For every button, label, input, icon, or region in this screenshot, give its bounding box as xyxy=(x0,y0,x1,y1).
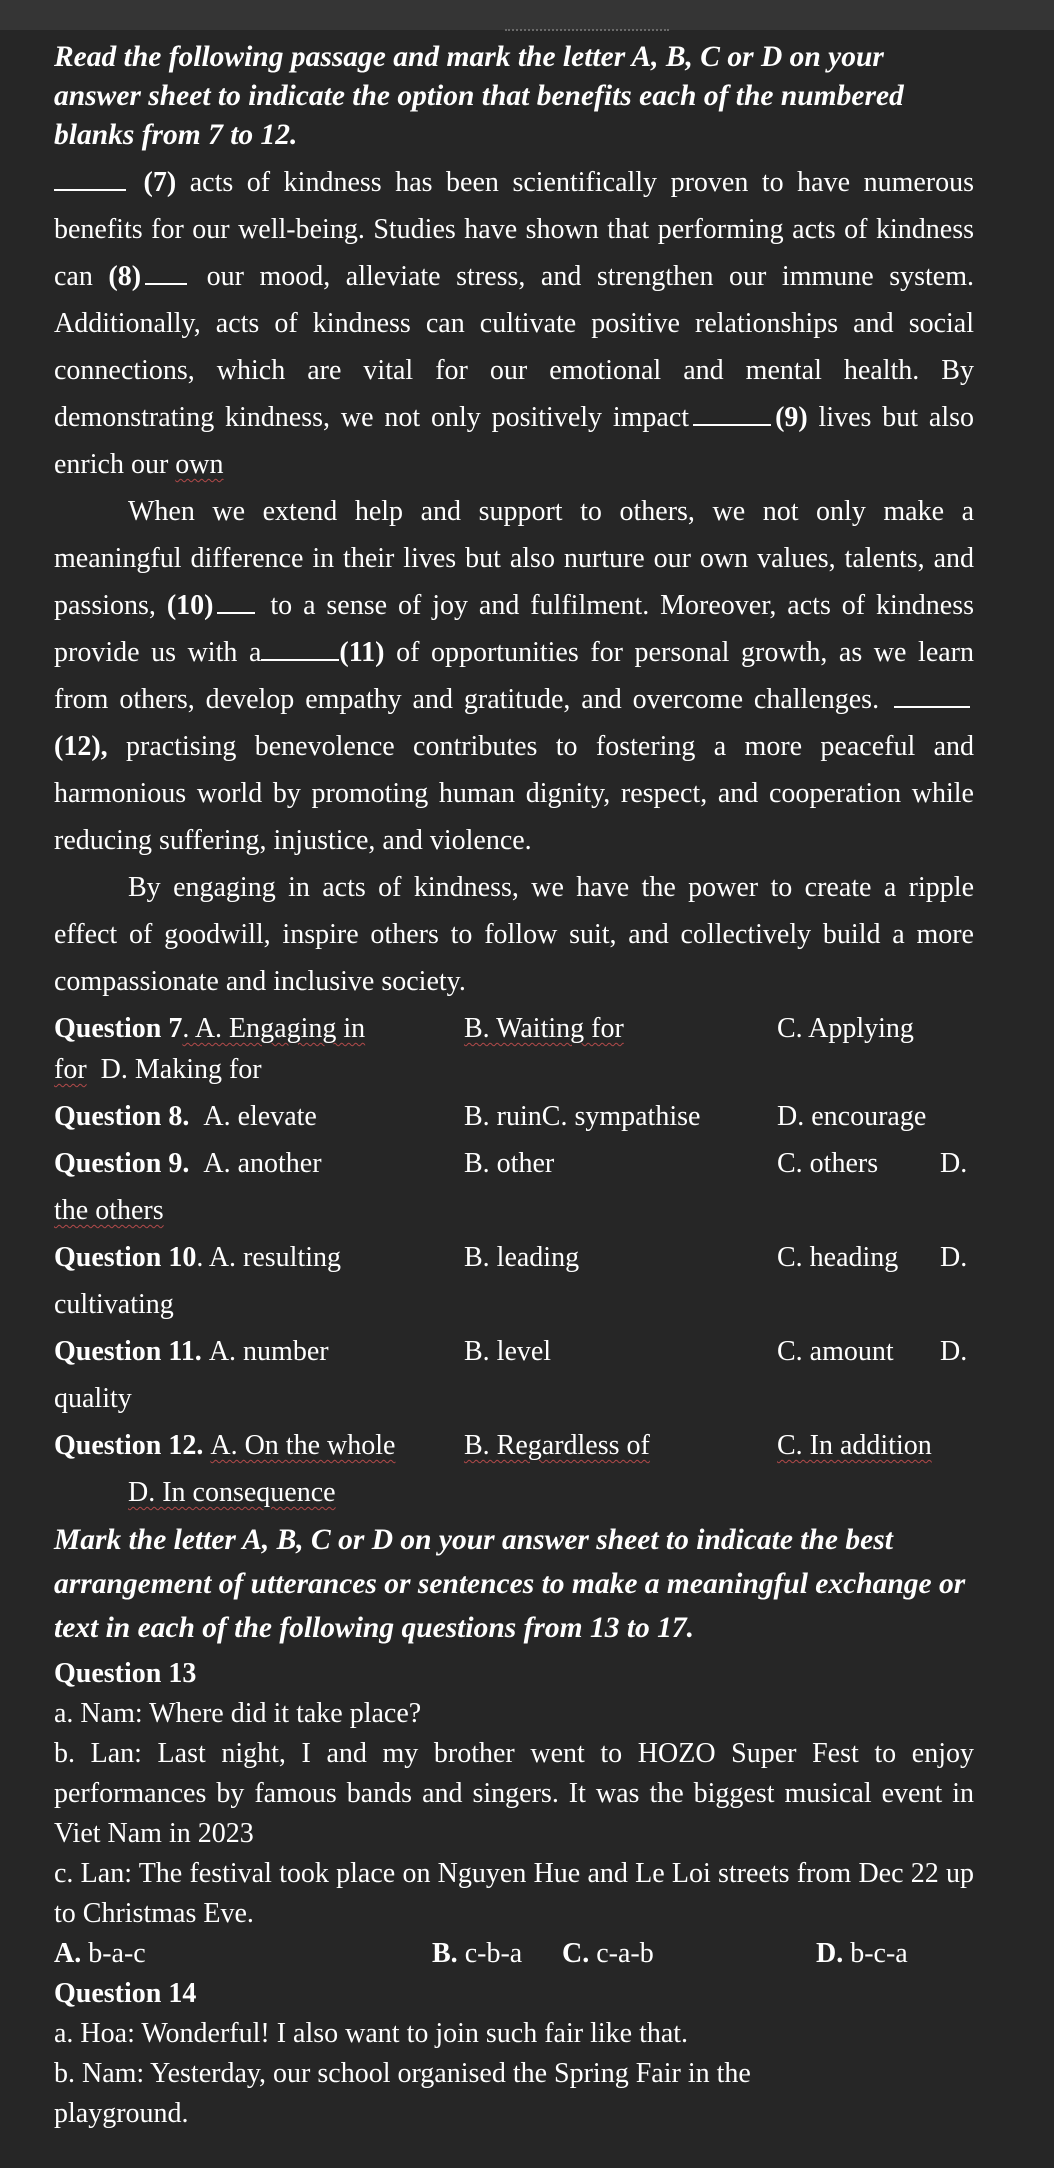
q11-option-b[interactable]: B. level xyxy=(464,1336,552,1367)
q13-utterance-b: b. Lan: Last night, I and my brother went to HOZO Super Fest to enjoy performances by famous bands and singers. It was the biggest musical event in Viet Nam in 2023 xyxy=(54,1738,974,1849)
blank-10-number: (10) xyxy=(166,590,214,621)
question-8: Question 8. A. elevate B. ruinC. sympathise D. encourage xyxy=(54,1093,974,1140)
q8-option-b-c[interactable]: B. ruinC. sympathise xyxy=(464,1101,701,1132)
q13-option-d[interactable]: D. b-c-a xyxy=(816,1938,908,1969)
q11-option-d[interactable]: D. xyxy=(940,1336,968,1367)
q7-option-c[interactable]: C. Applying xyxy=(777,1013,914,1044)
q9-option-d[interactable]: D. xyxy=(940,1148,968,1179)
q9-option-b[interactable]: B. other xyxy=(464,1148,555,1179)
q13-utterance-c: c. Lan: The festival took place on Nguyen Hue and Le Loi streets from Dec 22 up to Christmas Eve. xyxy=(54,1858,974,1929)
passage-paragraph-1: (7) acts of kindness has been scientifically proven to have numerous benefits for our well-being. Studies have shown that performing acts of kindness can (8) our mood, alleviate stress, and strengthen our immune system. Additionally, acts of kindness can cultivate positive relationships and social connections, which are vital for our emotional and mental health. By demonstrating kindness, we not only positively impact (9) lives but also enrich our own xyxy=(54,159,974,488)
q12-option-b[interactable]: B. Regardless of xyxy=(464,1430,650,1461)
blank-11-number: (11) xyxy=(339,637,385,668)
q14-utterance-b: b. Nam: Yesterday, our school organised the Spring Fair in the playground. xyxy=(54,2058,751,2129)
page-header-dotted-rule xyxy=(505,29,669,31)
q10-option-c[interactable]: C. heading xyxy=(777,1242,899,1273)
blank-9-number: (9) xyxy=(775,402,808,433)
question-11-wrap: quality xyxy=(54,1383,132,1414)
instruction-13-17: Mark the letter A, B, C or D on your answer sheet to indicate the best arrangement of utterances or sentences to make a meaningful exchange or text in each of the following questions from 13 to 17. xyxy=(54,1524,966,1644)
window-top-bar xyxy=(0,0,1054,30)
question-12-wrap xyxy=(54,1469,974,1516)
q13-option-a[interactable]: A. b-a-c xyxy=(54,1938,146,1969)
q10-option-b[interactable]: B. leading xyxy=(464,1242,580,1273)
q7-option-a[interactable]: . A. Engaging in xyxy=(182,1013,366,1044)
passage-paragraph-2: When we extend help and support to others, we not only make a meaningful difference in their lives but also nurture our own values, talents, and passions, (10) to a sense of joy and fulfilment. Moreover, acts of kindness provide us with a (11) of opportunities for personal growth, as we learn from others, develop empathy and gratitude, and overcome challenges. (12), practising benevolence contributes to fostering a more peaceful and harmonious world by promoting human dignity, respect, and cooperation while reducing suffering, injustice, and violence. xyxy=(54,496,974,856)
q12-option-c[interactable]: C. In addition xyxy=(777,1430,932,1461)
question-9-wrap: the others xyxy=(54,1195,164,1226)
blank-9[interactable] xyxy=(693,395,771,426)
question-12: Question 12. A. On the whole B. Regardless of C. In addition xyxy=(54,1422,974,1469)
q11-option-a[interactable]: A. number xyxy=(208,1336,329,1367)
blank-7-number: (7) xyxy=(143,167,177,198)
q13-options xyxy=(54,1934,974,1974)
blank-8-number: (8) xyxy=(108,261,142,292)
blank-10[interactable] xyxy=(217,583,255,614)
q9-option-a[interactable]: A. another xyxy=(203,1148,322,1179)
question-7-wrap: for D. Making for xyxy=(54,1054,262,1085)
q12-option-a[interactable]: A. On the whole xyxy=(210,1430,396,1461)
instruction-7-12: Read the following passage and mark the letter A, B, C or D on your answer sheet to indicate the option that benefits each of the numbered blanks from 7 to 12. xyxy=(54,41,904,151)
q7-option-d[interactable]: D. Making for xyxy=(100,1054,262,1085)
q8-option-d[interactable]: D. encourage xyxy=(777,1101,927,1132)
blank-8[interactable] xyxy=(145,254,187,285)
blank-11[interactable] xyxy=(261,630,339,661)
question-10: Question 10. A. resulting B. leading C. heading D. xyxy=(54,1234,974,1281)
q13-utterance-a: a. Nam: Where did it take place? xyxy=(54,1698,422,1729)
document-page xyxy=(54,38,974,2134)
question-9: Question 9. A. another B. other C. others D. xyxy=(54,1140,974,1187)
passage-paragraph-3: By engaging in acts of kindness, we have the power to create a ripple effect of goodwill, inspire others to follow suit, and collectively build a more compassionate and inclusive society. xyxy=(54,872,974,997)
q14-utterance-a: a. Hoa: Wonderful! I also want to join such fair like that. xyxy=(54,2018,689,2049)
q8-option-a[interactable]: A. elevate xyxy=(203,1101,317,1132)
question-7: Question 7. A. Engaging in B. Waiting for C. Applying xyxy=(54,1005,974,1052)
question-13: Question 13 a. Nam: Where did it take place? b. Lan: Last night, I and my brother went to HOZO Super Fest to enjoy performances by famous bands and singers. It was the biggest musical event in Viet Nam in 2023 c. Lan: The festival took place on Nguyen Hue and Le Loi streets from Dec 22 up to Christmas Eve. A. b-a-c B. c-b-a C. c-a-b D. b-c-a xyxy=(54,1654,974,1974)
q9-option-c[interactable]: C. others xyxy=(777,1148,879,1179)
q10-option-d[interactable]: D. xyxy=(940,1242,968,1273)
question-11: Question 11. A. number B. level C. amount D. xyxy=(54,1328,974,1375)
q13-option-b[interactable]: B. c-b-a xyxy=(432,1938,523,1969)
blank-12[interactable] xyxy=(894,677,970,708)
question-14: Question 14 a. Hoa: Wonderful! I also want to join such fair like that. b. Nam: Yesterday, our school organised the Spring Fair in the playground. xyxy=(54,1974,974,2134)
q13-option-c[interactable]: C. c-a-b xyxy=(562,1938,654,1969)
q12-option-d[interactable]: D. In consequence xyxy=(128,1477,336,1508)
q11-option-c[interactable]: C. amount xyxy=(777,1336,894,1367)
blank-7[interactable] xyxy=(54,160,126,191)
q7-option-b[interactable]: B. Waiting for xyxy=(464,1013,624,1044)
blank-12-number: (12), xyxy=(54,731,108,762)
question-10-wrap: cultivating xyxy=(54,1289,174,1320)
q10-option-a[interactable]: . A. resulting xyxy=(196,1242,342,1273)
